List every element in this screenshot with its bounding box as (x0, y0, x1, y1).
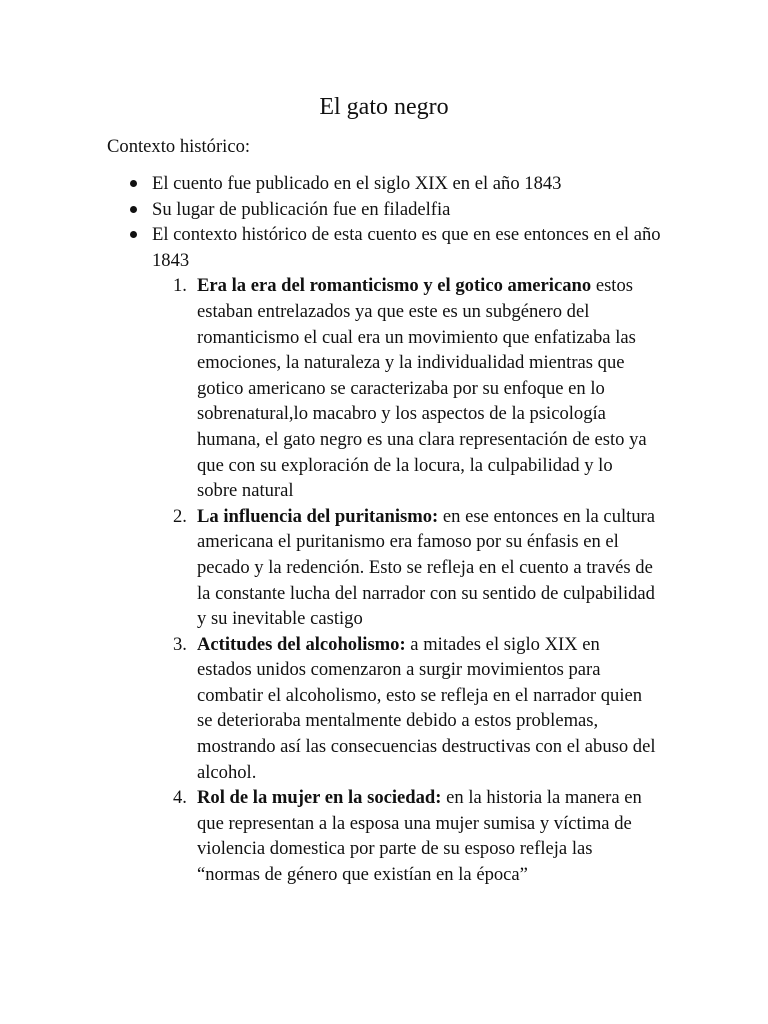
item-heading: La influencia del puritanismo: (197, 505, 439, 527)
bullet-list (152, 171, 662, 888)
item-heading: Era la era del romanticismo y el gotico americano (197, 275, 592, 297)
bullet-icon (130, 231, 137, 238)
numbered-list (173, 273, 657, 887)
bullet-item (152, 197, 662, 223)
item-body: en la historia la manera en que representan a la esposa una mujer sumisa y víctima de violencia domestica por parte de su esposo refleja las “normas de género que existían en la época” (197, 787, 642, 886)
item-body: estos estaban entrelazados ya que este es un subgénero del romanticismo el cual era un movimiento que enfatizaba las emociones, la naturaleza y la individualidad mientras que gotico americano se caracterizaba por su enfoque en lo sobrenatural,lo macabro y los aspectos de la psicología humana, el gato negro es una clara representación de esto ya que con su exploración de la locura, la culpabilidad y lo sobre natural (197, 275, 647, 502)
item-number: 4. (173, 787, 187, 809)
numbered-item (173, 632, 657, 786)
bullet-item (152, 171, 662, 197)
document-title: El gato negro (319, 94, 449, 120)
item-number: 1. (173, 275, 187, 297)
context-label: Contexto histórico: (107, 136, 251, 157)
bullet-text: El contexto histórico de esta cuento es que en ese entonces en el año 1843 (152, 224, 661, 271)
numbered-item (173, 273, 657, 503)
bullet-icon (130, 180, 137, 187)
item-number: 3. (173, 633, 187, 655)
numbered-item (173, 504, 657, 632)
bullet-text: El cuento fue publicado en el siglo XIX en el año 1843 (152, 173, 562, 194)
item-body: en ese entonces en la cultura americana el puritanismo era famoso por su énfasis en el pecado y la redención. Esto se refleja en el cuento a través de la constante lucha del narrador con su sentido de culpabilidad y su inevitable castigo (197, 505, 656, 630)
item-heading: Rol de la mujer en la sociedad: (197, 787, 442, 809)
item-heading: Actitudes del alcoholismo: (197, 633, 406, 655)
bullet-item (152, 222, 662, 887)
bullet-text: Su lugar de publicación fue en filadelfia (152, 198, 451, 220)
numbered-item (173, 785, 657, 887)
bullet-icon (130, 206, 137, 213)
item-number: 2. (173, 505, 187, 527)
item-body: a mitades el siglo XIX en estados unidos comenzaron a surgir movimientos para combatir el alcoholismo, esto se refleja en el narrador quien se deterioraba mentalmente debido a estos problemas, mostrando así las consecuencias destructivas con el abuso del alcohol. (197, 633, 656, 783)
